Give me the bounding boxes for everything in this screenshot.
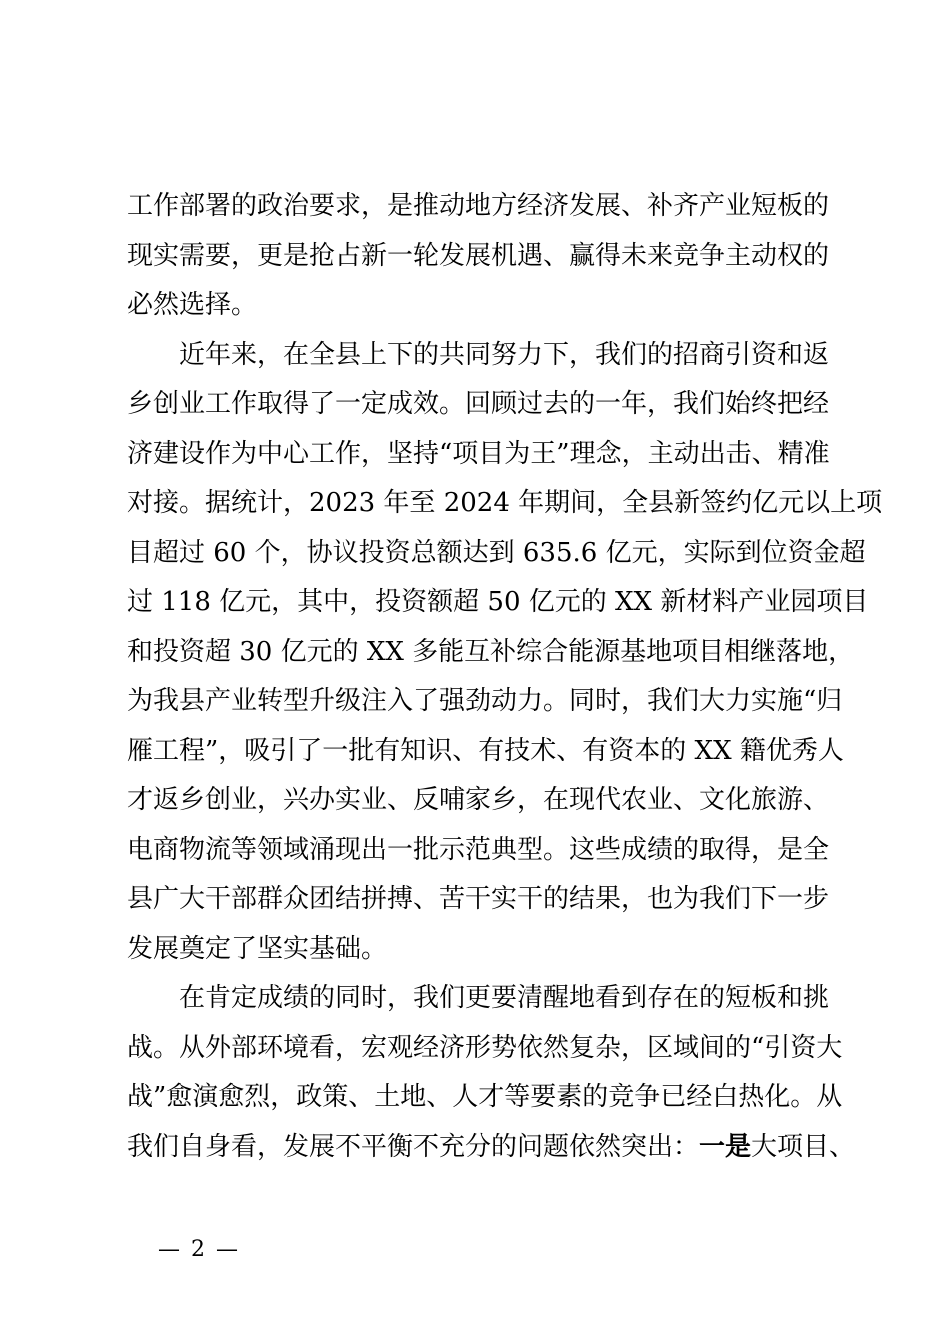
text-line: 对接。据统计，2023 年至 2024 年期间，全县新签约亿元以上项: [127, 488, 883, 518]
text-line: 电商物流等领域涌现出一批示范典型。这些成绩的取得，是全: [127, 834, 830, 865]
text-line: 工作部署的政治要求，是推动地方经济发展、补齐产业短板的: [127, 191, 830, 221]
text-line: 在肯定成绩的同时，我们更要清醒地看到存在的短板和挑: [179, 983, 830, 1013]
text-run: 我们自身看，发展不平衡不充分的问题依然突出：: [127, 1131, 700, 1162]
text-run: 大项目、: [751, 1131, 856, 1162]
text-line: 为我县产业转型升级注入了强劲动力。同时，我们大力实施“归: [127, 686, 843, 716]
text-line: 近年来，在全县上下的共同努力下，我们的招商引资和返: [179, 339, 830, 370]
text-line: 必然选择。: [127, 290, 258, 320]
text-line: 目超过 60 个，协议投资总额达到 635.6 亿元，实际到位资金超: [127, 537, 866, 568]
text-line: 济建设作为中心工作，坚持“项目为王”理念，主动出击、精准: [127, 438, 830, 469]
text-line: 战”愈演愈烈，政策、土地、人才等要素的竞争已经白热化。从: [127, 1082, 843, 1112]
text-line: 乡创业工作取得了一定成效。回顾过去的一年，我们始终把经: [127, 389, 830, 419]
page-number: — 2 —: [158, 1237, 240, 1262]
text-line: 发展奠定了坚实基础。: [127, 933, 388, 964]
text-line: [127, 1123, 856, 1173]
text-line: 过 118 亿元，其中，投资额超 50 亿元的 XX 新材料产业园项目: [127, 587, 869, 617]
text-line: 才返乡创业，兴办实业、反哺家乡，在现代农业、文化旅游、: [127, 785, 830, 815]
bold-text-run: 一是: [699, 1131, 752, 1162]
text-line: 战。从外部环境看，宏观经济形势依然复杂，区域间的“引资大: [127, 1032, 843, 1063]
text-line: 雁工程”，吸引了一批有知识、有技术、有资本的 XX 籍优秀人: [127, 735, 844, 766]
text-line: 现实需要，更是抢占新一轮发展机遇、赢得未来竞争主动权的: [127, 240, 830, 271]
text-line: 县广大干部群众团结拼搏、苦干实干的结果，也为我们下一步: [127, 884, 830, 914]
text-line: 和投资超 30 亿元的 XX 多能互补综合能源基地项目相继落地，: [127, 636, 855, 667]
body-text: [127, 182, 883, 1172]
